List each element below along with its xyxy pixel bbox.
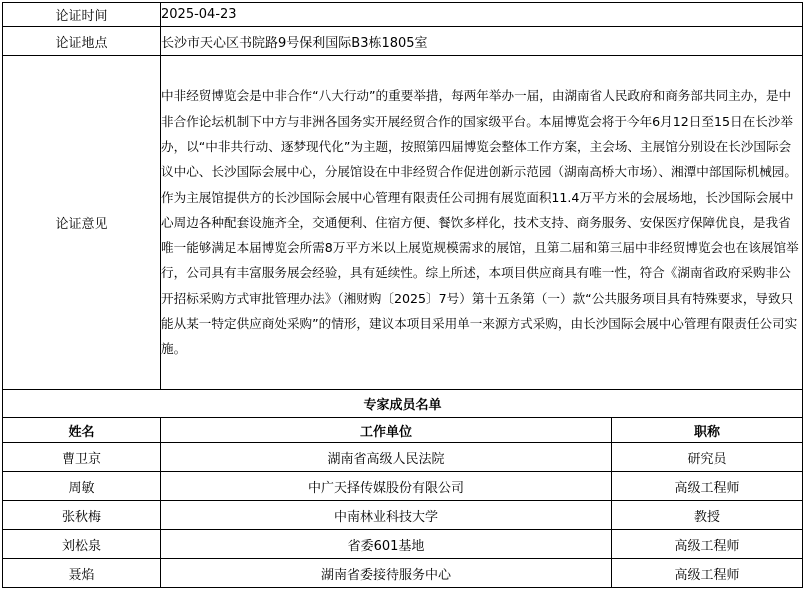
date-label: 论证时间 bbox=[3, 3, 161, 27]
expert-unit: 中广天择传媒股份有限公司 bbox=[161, 472, 612, 501]
expert-section-title: 专家成员名单 bbox=[3, 390, 803, 418]
table-row bbox=[3, 472, 803, 501]
expert-unit: 省委601基地 bbox=[161, 530, 612, 559]
expert-name: 曹卫京 bbox=[3, 443, 161, 472]
table-row bbox=[3, 559, 803, 588]
expert-header-row bbox=[3, 418, 803, 443]
location-row bbox=[3, 27, 803, 56]
opinion-row bbox=[3, 56, 803, 390]
header-name: 姓名 bbox=[3, 418, 161, 443]
table-row bbox=[3, 501, 803, 530]
expert-name: 聂焰 bbox=[3, 559, 161, 588]
expert-title: 高级工程师 bbox=[612, 472, 803, 501]
expert-title: 高级工程师 bbox=[612, 559, 803, 588]
document-table bbox=[2, 2, 803, 588]
opinion-label: 论证意见 bbox=[3, 56, 161, 390]
date-value: 2025-04-23 bbox=[161, 3, 803, 27]
expert-unit: 中南林业科技大学 bbox=[161, 501, 612, 530]
expert-unit: 湖南省委接待服务中心 bbox=[161, 559, 612, 588]
location-value: 长沙市天心区书院路9号保利国际B3栋1805室 bbox=[161, 27, 803, 56]
expert-title: 研究员 bbox=[612, 443, 803, 472]
expert-name: 周敏 bbox=[3, 472, 161, 501]
header-unit: 工作单位 bbox=[161, 418, 612, 443]
expert-unit: 湖南省高级人民法院 bbox=[161, 443, 612, 472]
location-label: 论证地点 bbox=[3, 27, 161, 56]
table-row bbox=[3, 530, 803, 559]
date-row bbox=[3, 3, 803, 27]
expert-name: 张秋梅 bbox=[3, 501, 161, 530]
expert-name: 刘松泉 bbox=[3, 530, 161, 559]
expert-title: 高级工程师 bbox=[612, 530, 803, 559]
expert-title: 教授 bbox=[612, 501, 803, 530]
table-row bbox=[3, 443, 803, 472]
header-title: 职称 bbox=[612, 418, 803, 443]
opinion-text: 中非经贸博览会是中非合作“八大行动”的重要举措，每两年举办一届，由湖南省人民政府和商务部共同主办，是中非合作论坛机制下中方与非洲各国务实开展经贸合作的国家级平台。本届博览会将于今年6月12日至15日在长沙举办，以“中非共行动、逐梦现代化”为主题，按照第四届博览会整体工作方案，主会场、主展馆分别设在长沙国际会议中心、长沙国际会展中心，分展馆设在中非经贸合作促进创新示范园（湖南高桥大市场）、湘潭中部国际机械园。作为主展馆提供方的长沙国际会展中心管理有限责任公司拥有展览面积11.4万平方米的会展场地，长沙国际会展中心周边各种配套设施齐全，交通便利、住宿方便、餐饮多样化，技术支持、商务服务、安保医疗保障优良，是我省唯一能够满足本届博览会所需8万平方米以上展览规模需求的展馆，且第二届和第三届中非经贸博览会也在该展馆举行，公司具有丰富服务展会经验，具有延续性。综上所述，本项目供应商具有唯一性，符合《湖南省政府采购非公开招标采购方式审批管理办法》（湘财购〔2025〕7号）第十五条第（一）款“公共服务项目具有特殊要求，导致只能从某一特定供应商处采购”的情形，建议本项目采用单一来源方式采购，由长沙国际会展中心管理有限责任公司实施。 bbox=[161, 56, 803, 390]
expert-section-title-row bbox=[3, 390, 803, 418]
